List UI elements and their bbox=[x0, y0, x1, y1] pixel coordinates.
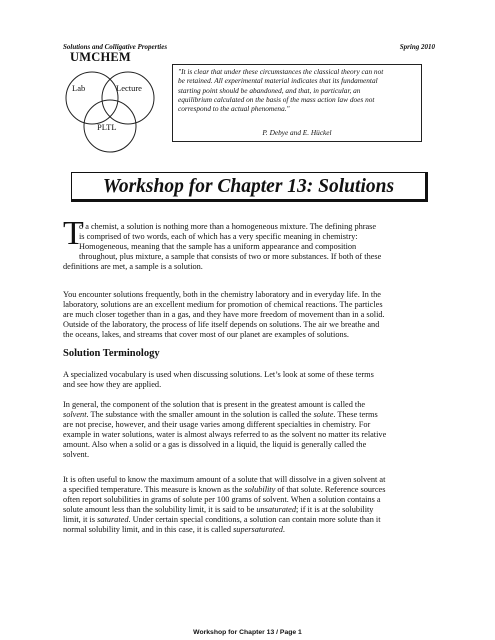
section-heading: Solution Terminology bbox=[63, 348, 160, 359]
para3-line: and see how they are applied. bbox=[63, 380, 162, 389]
page-footer: Workshop for Chapter 13 / Page 1 bbox=[193, 629, 302, 636]
para2-line: laboratory, solutions are an excellent medium for promotion of chemical reactions. The particles bbox=[63, 300, 383, 309]
term-supersaturated: supersaturated bbox=[233, 525, 283, 534]
term-saturated: saturated bbox=[97, 515, 129, 524]
running-header-left: Solutions and Colligative Properties bbox=[63, 43, 168, 51]
para5-text: solute amount less than the solubility limit, it is said to be bbox=[63, 505, 257, 514]
para5-line bbox=[63, 485, 435, 495]
para5-line bbox=[63, 515, 435, 525]
quote-line: correspond to the actual phenomena." bbox=[178, 104, 290, 114]
para4-line: are not precise, however, and their usage varies among different specialties in chemistry. For bbox=[63, 420, 371, 429]
quote-line: be retained. All experimental material indicates that its fundamental bbox=[178, 76, 378, 86]
para5-text: a specified temperature. This measure is known as the bbox=[63, 485, 245, 494]
page-title: Workshop for Chapter 13: Solutions bbox=[71, 172, 428, 202]
para2-line: the oceans, lakes, and streams that cover most of our planet are examples of solutions. bbox=[63, 330, 349, 339]
intro-line: o a chemist, a solution is nothing more than a homogeneous mixture. The defining phrase bbox=[79, 222, 377, 231]
intro-line: Homogeneous, meaning that the sample has a uniform appearance and composition bbox=[79, 242, 357, 251]
para4-text: . These terms bbox=[333, 410, 378, 419]
para5-line bbox=[63, 525, 435, 535]
para4-line: amount. Also when a solid or a gas is dissolved in a liquid, the liquid is generally called the bbox=[63, 440, 367, 449]
para4-line: example in water solutions, water is almost always referred to as the solvent no matter its relative bbox=[63, 430, 387, 439]
quote-line: "It is clear that under these circumstances the classical theory can not bbox=[178, 67, 384, 76]
quote-attribution: P. Debye and E. Hückel bbox=[262, 127, 332, 137]
venn-diagram bbox=[62, 64, 172, 174]
para4-line: In general, the component of the solution that is present in the greatest amount is called the bbox=[63, 400, 366, 409]
para4-line: solvent. bbox=[63, 450, 90, 459]
para5-line: often report solubilities in grams of solute per 100 grams of solvent. When a solution contains a bbox=[63, 495, 381, 504]
para5-text: . Under certain special conditions, a solution can contain more solute than it bbox=[128, 515, 381, 524]
para5-text: normal solubility limit, and in this case, it is called bbox=[63, 525, 234, 534]
para5-line bbox=[63, 505, 435, 515]
umchem-logo: UMCHEM bbox=[70, 50, 131, 64]
venn-label-lab: Lab bbox=[72, 83, 86, 93]
para2-line: Outside of the laboratory, the process of life itself depends on solutions. The air we breathe and bbox=[63, 320, 380, 329]
intro-line: is comprised of two words, each of which has a very specific meaning in chemistry: bbox=[79, 232, 358, 241]
para5-text: limit, it is bbox=[63, 515, 98, 524]
term-unsaturated: unsaturated bbox=[256, 505, 297, 514]
term-solvent: solvent bbox=[63, 410, 87, 419]
intro-line: throughout, plus mixture, a sample that consists of two or more substances. If both of these bbox=[79, 252, 382, 261]
para5-text: of that solute. Reference sources bbox=[275, 485, 386, 494]
para5-line: It is often useful to know the maximum amount of a solute that will dissolve in a given solvent at bbox=[63, 475, 386, 484]
para2-line: are much closer together than in a gas, and they have more freedom of movement than in a solid. bbox=[63, 310, 385, 319]
para4-text: . The substance with the smaller amount in the solution is called the bbox=[86, 410, 314, 419]
venn-label-pltl: PLTL bbox=[97, 122, 117, 132]
para5-text: ; if it is at the solubility bbox=[296, 505, 374, 514]
para3-line: A specialized vocabulary is used when discussing solutions. Let’s look at some of these terms bbox=[63, 370, 374, 379]
venn-circle-lecture bbox=[102, 72, 154, 124]
drop-cap: T bbox=[63, 215, 84, 252]
para5-text: . bbox=[282, 525, 285, 534]
quote-line: starting point should be abandoned, and that, in particular, an bbox=[178, 85, 361, 95]
running-header-right: Spring 2010 bbox=[399, 43, 435, 51]
intro-line: definitions are met, a sample is a solution. bbox=[63, 262, 203, 271]
venn-circle-lab bbox=[66, 72, 118, 124]
quote-line: equilibrium calculated on the basis of the mass action law does not bbox=[178, 94, 375, 104]
quote-box bbox=[172, 64, 422, 142]
term-solubility: solubility bbox=[244, 485, 276, 494]
para4-line bbox=[63, 410, 435, 420]
para2-line: You encounter solutions frequently, both in the chemistry laboratory and in everyday life. In the bbox=[63, 290, 381, 299]
term-solute: solute bbox=[313, 410, 334, 419]
venn-label-lecture: Lecture bbox=[116, 83, 142, 93]
